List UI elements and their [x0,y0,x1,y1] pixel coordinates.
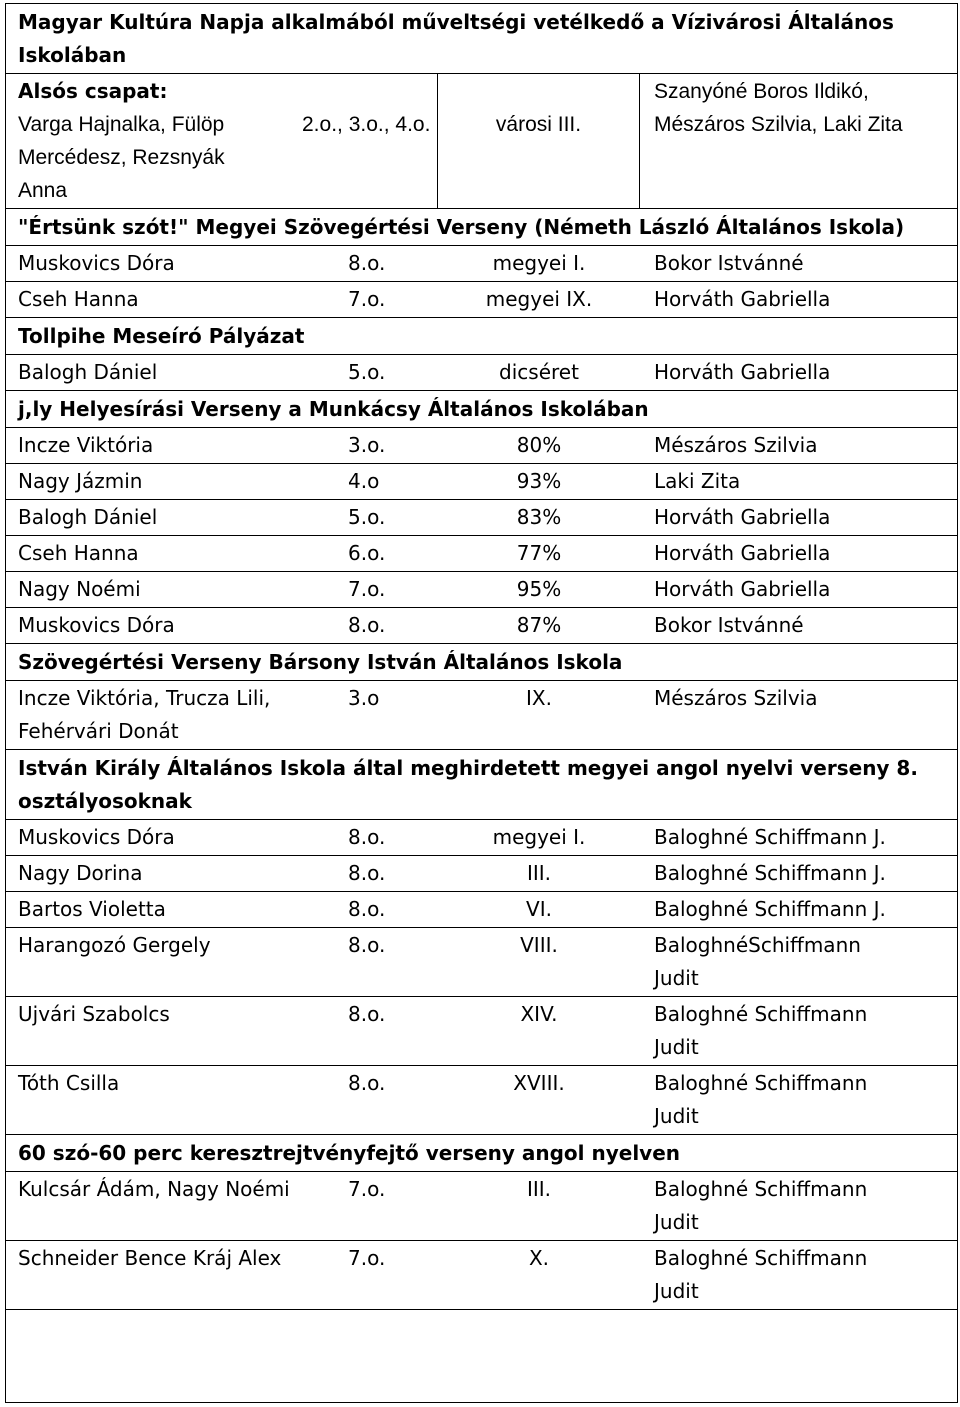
section-heading [6,1135,957,1172]
grade-cell: 8.o. [348,933,386,957]
result-cell: XIV. [520,1002,558,1026]
section-heading [6,209,957,246]
also-team-cell [6,74,298,208]
result-row [6,572,957,608]
empty-final-row [6,1310,957,1380]
student-name: Ujvári Szabolcs [18,1002,170,1026]
result-row [6,1066,957,1135]
result-row [6,608,957,644]
result-cell: 77% [516,541,562,565]
result-cell: X. [528,1246,550,1270]
section-heading-text: "Értsünk szót!" Megyei Szövegértési Verseny (Németh László Általános Iskola) [18,215,905,239]
also-team-label: Alsós csapat: [18,79,168,103]
result-cell: III. [526,1177,552,1201]
result-row [6,681,957,750]
result-row [6,464,957,500]
section-heading-text: j,ly Helyesírási Verseny a Munkácsy Általános Iskolában [18,397,649,421]
results-document [5,3,958,1403]
student-name: Muskovics Dóra [18,613,175,637]
grade-cell: 7.o. [348,1246,386,1270]
teacher-name: BaloghnéSchiffmann Judit [654,933,861,990]
student-name: Schneider Bence Kráj Alex [18,1246,282,1270]
teacher-name: Bokor Istvánné [654,613,804,637]
result-cell: megyei IX. [485,287,593,311]
also-team-result [438,74,640,208]
title-text: Magyar Kultúra Napja alkalmából műveltségi vetélkedő a Vízivárosi Általános Iskolában [18,10,894,67]
grade-cell: 5.o. [348,360,386,384]
result-row [6,246,957,282]
section-heading [6,391,957,428]
teacher-name: Baloghné Schiffmann J. [654,825,886,849]
grade-cell: 7.o. [348,1177,386,1201]
student-name: Incze Viktória, Trucza Lili, Fehérvári Donát [18,686,271,743]
result-cell: megyei I. [492,825,586,849]
result-cell: VI. [526,897,552,921]
result-row [6,928,957,997]
teacher-name: Baloghné Schiffmann J. [654,861,886,885]
grade-cell: 8.o. [348,825,386,849]
result-row [6,536,957,572]
student-name: Muskovics Dóra [18,251,175,275]
student-name: Bartos Violetta [18,897,166,921]
teacher-name: Baloghné Schiffmann J. [654,897,886,921]
grade-cell: 6.o. [348,541,386,565]
student-name: Nagy Jázmin [18,469,143,493]
student-name: Balogh Dániel [18,505,158,529]
student-name: Incze Viktória [18,433,154,457]
result-cell: 93% [516,469,562,493]
section-heading-text: Tollpihe Meseíró Pályázat [18,324,305,348]
teacher-name: Laki Zita [654,469,741,493]
section-heading [6,750,957,820]
result-cell: 80% [516,433,562,457]
student-name: Muskovics Dóra [18,825,175,849]
result-row [6,1241,957,1310]
student-name: Nagy Noémi [18,577,141,601]
result-row [6,428,957,464]
also-team-row [6,74,957,209]
result-row [6,892,957,928]
also-result-text: városi III. [495,113,582,136]
result-row [6,856,957,892]
document-title [6,4,957,74]
student-name: Cseh Hanna [18,287,139,311]
student-name: Tóth Csilla [18,1071,120,1095]
teacher-name: Baloghné Schiffmann Judit [654,1177,868,1234]
teacher-name: Mészáros Szilvia [654,686,818,710]
section-heading-text: 60 szó-60 perc keresztrejtvényfejtő verseny angol nyelven [18,1141,681,1165]
result-row [6,1172,957,1241]
also-team-teacher [640,74,957,208]
grade-cell: 8.o. [348,1071,386,1095]
also-team-names: Varga Hajnalka, Fülöp Mercédesz, Rezsnyák Anna [18,113,225,202]
also-team-grade [298,74,438,208]
also-grade-text: 2.o., 3.o., 4.o. [302,113,431,136]
student-name: Nagy Dorina [18,861,143,885]
competition-sections [6,209,957,1310]
grade-cell: 8.o. [348,613,386,637]
result-cell: 83% [516,505,562,529]
teacher-name: Horváth Gabriella [654,577,831,601]
result-cell: megyei I. [492,251,586,275]
section-heading-text: István Király Általános Iskola által meghirdetett megyei angol nyelvi verseny 8. osztályosoknak [18,756,918,813]
teacher-name: Baloghné Schiffmann Judit [654,1071,868,1128]
section-heading-text: Szövegértési Verseny Bársony István Általános Iskola [18,650,623,674]
result-cell: VIII. [520,933,558,957]
result-row [6,355,957,391]
result-cell: dicséret [499,360,579,384]
teacher-name: Horváth Gabriella [654,360,831,384]
grade-cell: 3.o. [348,433,386,457]
grade-cell: 8.o. [348,251,386,275]
grade-cell: 4.o [348,469,380,493]
student-name: Balogh Dániel [18,360,158,384]
teacher-name: Baloghné Schiffmann Judit [654,1002,868,1059]
teacher-name: Mészáros Szilvia [654,433,818,457]
section-heading [6,318,957,355]
result-cell: III. [526,861,552,885]
teacher-name: Bokor Istvánné [654,251,804,275]
teacher-name: Baloghné Schiffmann Judit [654,1246,868,1303]
grade-cell: 7.o. [348,577,386,601]
section-heading [6,644,957,681]
grade-cell: 5.o. [348,505,386,529]
result-row [6,282,957,318]
student-name: Kulcsár Ádám, Nagy Noémi [18,1177,290,1201]
result-cell: XVIII. [513,1071,565,1095]
result-cell: 87% [516,613,562,637]
teacher-name: Horváth Gabriella [654,287,831,311]
result-cell: IX. [526,686,552,710]
result-row [6,997,957,1066]
grade-cell: 7.o. [348,287,386,311]
result-row [6,820,957,856]
result-row [6,500,957,536]
grade-cell: 8.o. [348,861,386,885]
student-name: Cseh Hanna [18,541,139,565]
grade-cell: 3.o [348,686,380,710]
grade-cell: 8.o. [348,1002,386,1026]
student-name: Harangozó Gergely [18,933,211,957]
teacher-name: Horváth Gabriella [654,505,831,529]
result-cell: 95% [516,577,562,601]
also-teacher-text: Szanyóné Boros Ildikó, Mészáros Szilvia, Laki Zita [654,80,903,136]
teacher-name: Horváth Gabriella [654,541,831,565]
grade-cell: 8.o. [348,897,386,921]
